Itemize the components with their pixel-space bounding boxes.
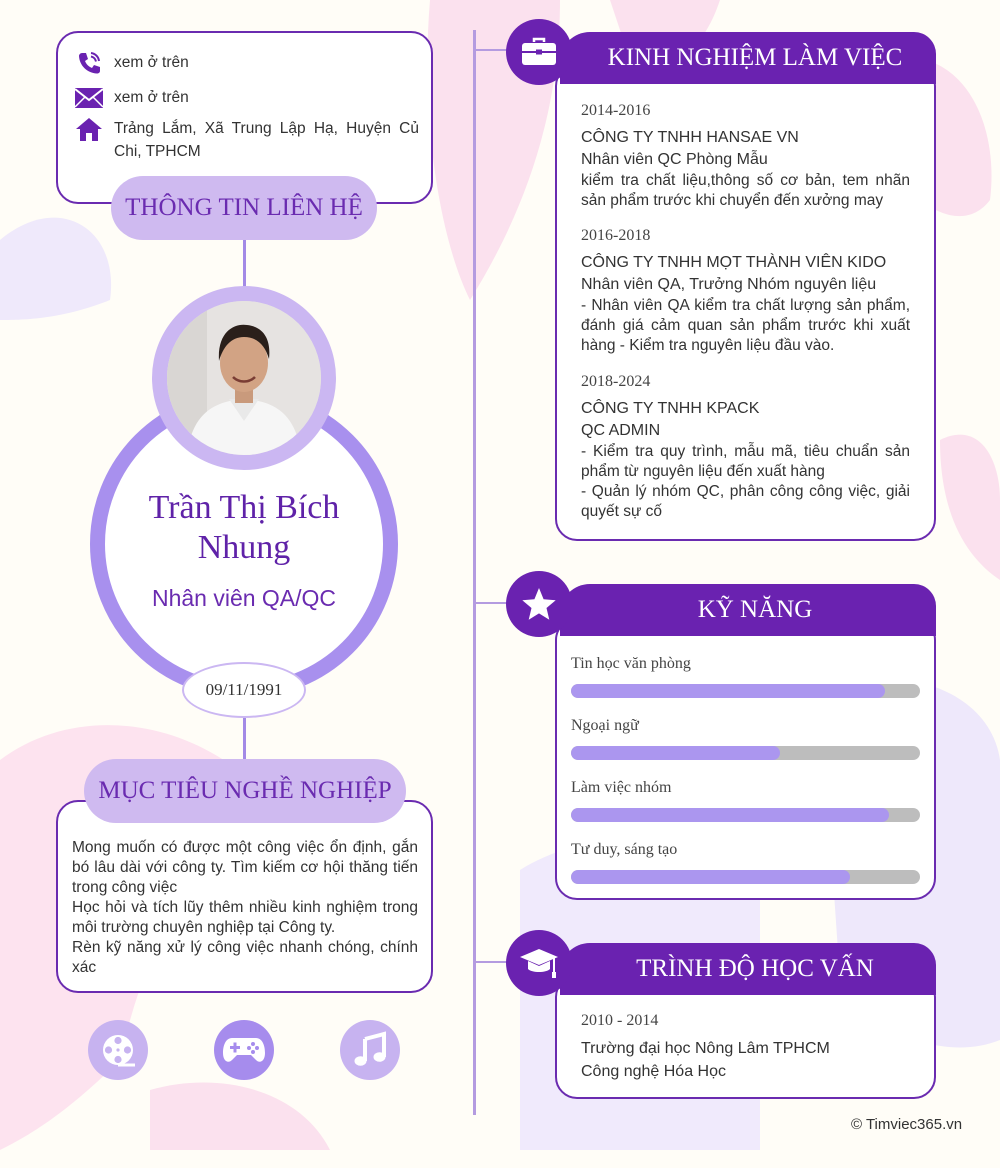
job-title: Nhân viên QA/QC [151,585,337,611]
education-heading: TRÌNH ĐỘ HỌC VẤN [560,943,936,995]
experience-heading: KINH NGHIỆM LÀM VIỆC [560,32,936,84]
timeline-line [473,30,476,1115]
experience-date: 2014-2016 [581,102,651,119]
experience-date: 2018-2024 [581,373,651,390]
skill-item [571,840,920,860]
music-note-icon [351,1031,389,1069]
skill-bar-fill [571,746,780,760]
experience-description: - Nhân viên QA kiểm tra chất lượng sản phẩm, đánh giá cảm quan sản phẩm trước khi xuất hàng - Kiểm tra nguyên liệu đầu vào. [581,297,910,354]
star-icon [521,587,557,621]
connector-line [243,718,246,760]
education-major: Công nghệ Hóa Học [581,1063,726,1080]
education-date: 2010 - 2014 [581,1012,659,1029]
envelope-icon [74,86,104,110]
hobby-games [214,1020,274,1080]
home-icon [74,117,104,141]
skill-bar [571,684,920,698]
experience-position: Nhân viên QC Phòng Mẫu [581,151,768,168]
skill-item [571,654,920,674]
education-school: Trường đại học Nông Lâm TPHCM [581,1040,830,1057]
experience-item [581,226,910,356]
skills-badge [506,571,572,637]
skill-name: Ngoại ngữ [571,717,639,734]
contact-heading: THÔNG TIN LIÊN HỆ [111,176,377,240]
contact-email-text: xem ở trên [114,89,189,106]
skill-bar-fill [571,870,850,884]
connector-line [243,240,246,290]
education-item [581,1011,910,1083]
skill-name: Tin học văn phòng [571,655,691,672]
experience-company: CÔNG TY TNHH KPACK [581,400,760,417]
date-of-birth: 09/11/1991 [182,662,306,718]
skill-bar [571,808,920,822]
phone-icon [74,51,104,75]
experience-description: kiểm tra chất liệu,thông số cơ bản, tem nhãn sản phẩm trước khi chuyển đến xưởng may [581,172,910,209]
contact-phone-row [74,51,189,75]
footer-copyright: © Timviec365.vn [851,1116,963,1133]
contact-email-row [74,86,189,110]
skill-bar-fill [571,684,885,698]
skill-bar-fill [571,808,889,822]
skill-item [571,778,920,798]
experience-position: QC ADMIN [581,422,661,439]
gamepad-icon [222,1035,266,1065]
skill-bar [571,870,920,884]
briefcase-icon [521,37,557,67]
experience-item [581,101,910,211]
experience-description: - Kiểm tra quy trình, mẫu mã, tiêu chuẩn sản phẩm từ nguyên liệu đến xuất hàng - Quản lý nhóm QC, phân công công việc, giải quyết sự cố [581,443,910,520]
education-badge [506,930,572,996]
graduation-cap-icon [519,946,559,980]
skill-name: Làm việc nhóm [571,779,672,796]
experience-position: Nhân viên QA, Trưởng Nhóm nguyên liệu [581,276,877,293]
skills-heading: KỸ NĂNG [560,584,936,636]
experience-badge [506,19,572,85]
experience-date: 2016-2018 [581,227,651,244]
experience-company: CÔNG TY TNHH MỌT THÀNH VIÊN KIDO [581,254,887,271]
contact-phone-text: xem ở trên [114,54,189,71]
avatar [167,301,321,455]
contact-address-text: Trảng Lắm, Xã Trung Lập Hạ, Huyện Củ Chi, TPHCM [114,120,419,160]
candidate-name: Trần Thị Bích Nhung [148,489,340,566]
skill-item [571,716,920,736]
skill-bar [571,746,920,760]
experience-item [581,372,910,522]
goal-box [56,800,433,993]
goal-heading: MỤC TIÊU NGHỀ NGHIỆP [84,759,406,823]
goal-text: Mong muốn có được một công việc ổn định, gắn bó lâu dài với công ty. Tìm kiếm cơ hội thăng tiến trong công việc Học hỏi và tích lũy thêm nhiều kinh nghiệm trong môi trường chuyên nghiệp tại Công ty. Rèn kỹ năng xử lý công việc nhanh chóng, chính xác [72,839,418,976]
experience-company: CÔNG TY TNHH HANSAE VN [581,129,799,146]
hobby-music [340,1020,400,1080]
hobby-film [88,1020,148,1080]
contact-address-row [74,117,419,163]
film-reel-icon [99,1031,137,1069]
skill-name: Tư duy, sáng tạo [571,841,678,858]
